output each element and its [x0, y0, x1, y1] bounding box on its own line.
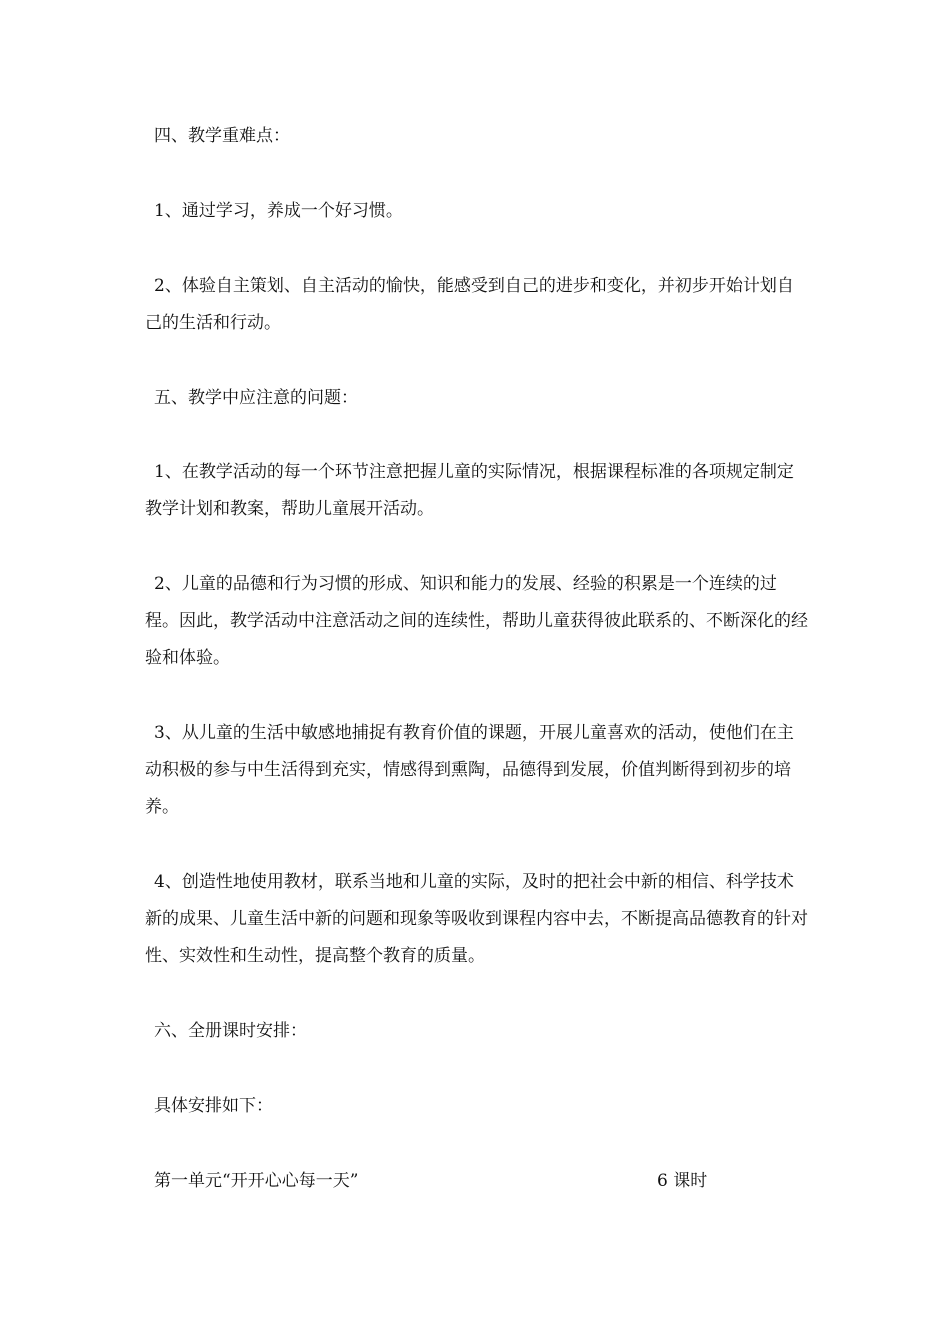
section-4-item-1: 1、通过学习，养成一个好习惯。: [154, 201, 403, 221]
section-5-item-1: 1、在教学活动的每一个环节注意把握儿童的实际情况，根据课程标准的各项规定制定教学计划和教案，帮助儿童展开活动。: [145, 462, 794, 519]
section-5-heading: 五、教学中应注意的问题：: [154, 388, 358, 408]
section-6-intro: 具体安排如下：: [154, 1096, 273, 1116]
section-5-item-3: 3、从儿童的生活中敏感地捕捉有教育价值的课题，开展儿童喜欢的活动，使他们在主动积极的参与中生活得到充实，情感得到熏陶，品德得到发展，价值判断得到初步的培养。: [145, 723, 794, 817]
section-5-item-2: 2、儿童的品德和行为习惯的形成、知识和能力的发展、经验的积累是一个连续的过程。因此，教学活动中注意活动之间的连续性，帮助儿童获得彼此联系的、不断深化的经验和体验。: [145, 574, 808, 668]
section-4-heading: 四、教学重难点：: [154, 126, 290, 146]
lesson-unit-name: 第一单元“开开心心每一天”: [154, 1171, 359, 1191]
section-6-heading: 六、全册课时安排：: [154, 1021, 307, 1041]
lesson-hours: 6 课时: [657, 1171, 708, 1191]
lesson-row: [154, 1163, 754, 1200]
section-5-item-4: 4、创造性地使用教材，联系当地和儿童的实际，及时的把社会中新的相信、科学技术新的成果、儿童生活中新的问题和现象等吸收到课程内容中去，不断提高品德教育的针对性、实效性和生动性，提高整个教育的质量。: [145, 872, 808, 966]
section-4-item-2: 2、体验自主策划、自主活动的愉快，能感受到自己的进步和变化，并初步开始计划自己的生活和行动。: [145, 276, 794, 333]
